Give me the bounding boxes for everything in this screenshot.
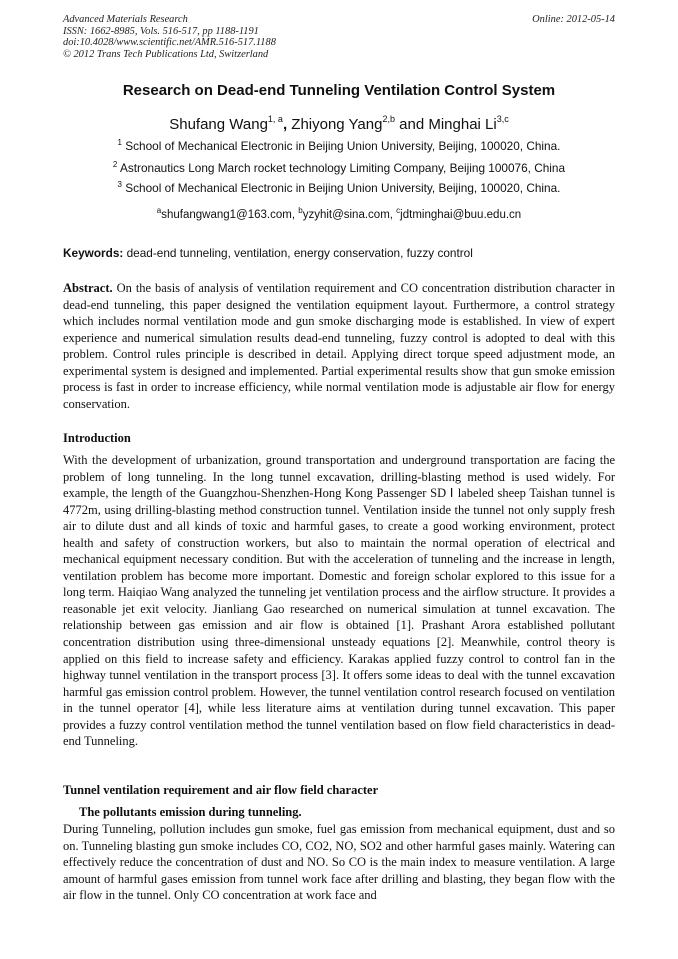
online-date: Online: 2012-05-14 (532, 14, 615, 25)
author-name: Shufang Wang (169, 116, 268, 133)
abstract-text: On the basis of analysis of ventilation requirement and CO concentration distribution character in dead-end tunneling, this paper designed the ventilation equipment layout. Furthermore, a control strategy which includes normal ventilation mode and gun smoke discharging mode is established. In view of expert experience and numerical simulation results dead-end tunneling, fuzzy control is adopted to deal with this problem. Control rules principle is described in detail. Applying direct torque speed adjustment mode, an experimental system is designed and implemented. Partial experimental results show that gun smoke emission process is fast in order to increase efficiency, while normal ventilation mode is adjustable air flow for energy conservation. (63, 281, 615, 411)
introduction-heading: Introduction (63, 431, 131, 445)
email-separator: , (389, 209, 397, 221)
abstract (63, 280, 615, 412)
journal-name: Advanced Materials Research (63, 14, 188, 25)
author-name: Zhiyong Yang (291, 116, 383, 133)
author-sup: 2,b (382, 114, 395, 124)
author-sup: 3,c (496, 114, 509, 124)
issn-line: ISSN: 1662-8985, Vols. 516-517, pp 1188-1191 (63, 25, 259, 37)
introduction-body: With the development of urbanization, ground transportation and underground transportation are facing the problem of long tunneling. In the long tunnel excavation, drilling-blasting method is used widely. For example, the length of the Guangzhou-Shenzhen-Hong Kong Passenger SD Ⅰ labeled sheep Taishan tunnel is 4772m, using drilling-blasting method construction tunnel. Ventilation inside the tunnel not only supply fresh air to dilute dust and all kinds of toxic and harmful gases, to create a good working environment, protect health and safety of construction workers, but also to maintain the normal operation of electrical and mechanical equipment necessary condition. But with the acceleration of tunneling and the increase in length, ventilation problem has become more important. Domestic and foreign scholar explored to this issue for a long term. Haiqiao Wang analyzed the tunneling jet ventilation process and the airflow structure. It provides a reasonable jet exit velocity. Jianliang Gao researched on numerical simulation at tunnel excavation. The relationship between gas emission and air flow is obtained [1]. Prashant Arora established pollutant concentration distribution using three-dimensional unsteady equations [2]. Meanwhile, control theory is applied on this field to increase safety and efficiency. Karakas applied fuzzy control to control fan in the highway tunnel ventilation in the transport process [3]. It offers some ideas to deal with the tunnel excavation harmful gas emission control problem. However, the tunnel ventilation control research focused on ventilation in the tunnel operator [4], while less literature aims at ventilation during tunnel excavation. This paper provides a fuzzy control ventilation method the tunnel ventilation based on flow field characteristics in dead-end Tunneling. (63, 453, 615, 749)
email-sup: c (396, 206, 401, 215)
affiliation (0, 161, 678, 175)
keywords-label: Keywords: (63, 246, 124, 260)
affiliation-number: 1 (117, 138, 122, 147)
email-sup: b (298, 206, 303, 215)
email-separator: , (291, 209, 299, 221)
author-line (0, 116, 678, 133)
email-address[interactable]: yzyhit@sina.com (302, 209, 390, 221)
paper-title: Research on Dead-end Tunneling Ventilation Control System (122, 82, 556, 99)
author-sup: 1, a (267, 114, 283, 124)
keywords (63, 246, 615, 260)
affiliation (0, 139, 678, 153)
affiliation-number: 2 (112, 160, 118, 169)
author-separator: , (282, 116, 292, 133)
keywords-text: dead-end tunneling, ventilation, energy conservation, fuzzy control (126, 246, 473, 260)
affiliation-text: School of Mechanical Electronic in Beijing Union University, Beijing, 100020, China. (125, 181, 561, 195)
email-sup: a (156, 206, 162, 215)
author-separator: and (394, 116, 429, 133)
email-line (0, 206, 678, 221)
affiliation-number: 3 (117, 180, 122, 189)
email-address[interactable]: shufangwang1@163.com (161, 209, 292, 221)
doi-line: doi:10.4028/www.scientific.net/AMR.516-517.1188 (63, 37, 276, 48)
author-name: Minghai Li (428, 116, 497, 133)
affiliation-text: Astronautics Long March rocket technology Limiting Company, Beijing 100076, China (120, 161, 566, 175)
email-address[interactable]: jdtminghai@buu.edu.cn (400, 209, 522, 221)
abstract-label: Abstract. (63, 281, 113, 295)
section-body: During Tunneling, pollution includes gun smoke, fuel gas emission from mechanical equipment, dust and so on. Tunneling blasting gun smoke includes CO, CO2, NO, SO2 and other harmful gases mainly. Watering can effectively reduce the concentration of dust and NO. So CO is the main index to measure ventilation. A large amount of harmful gases emission from tunnel work face after drilling and blasting, they began flow with the air flow in the tunnel. Only CO concentration at work face and (63, 822, 615, 903)
subsection-heading: The pollutants emission during tunneling. (79, 805, 302, 819)
affiliation-text: School of Mechanical Electronic in Beijing Union University, Beijing, 100020, China. (125, 139, 561, 153)
copyright-line: © 2012 Trans Tech Publications Ltd, Switzerland (63, 48, 269, 60)
section-heading: Tunnel ventilation requirement and air flow field character (63, 783, 379, 797)
affiliation (0, 181, 678, 195)
journal-header (63, 14, 615, 60)
